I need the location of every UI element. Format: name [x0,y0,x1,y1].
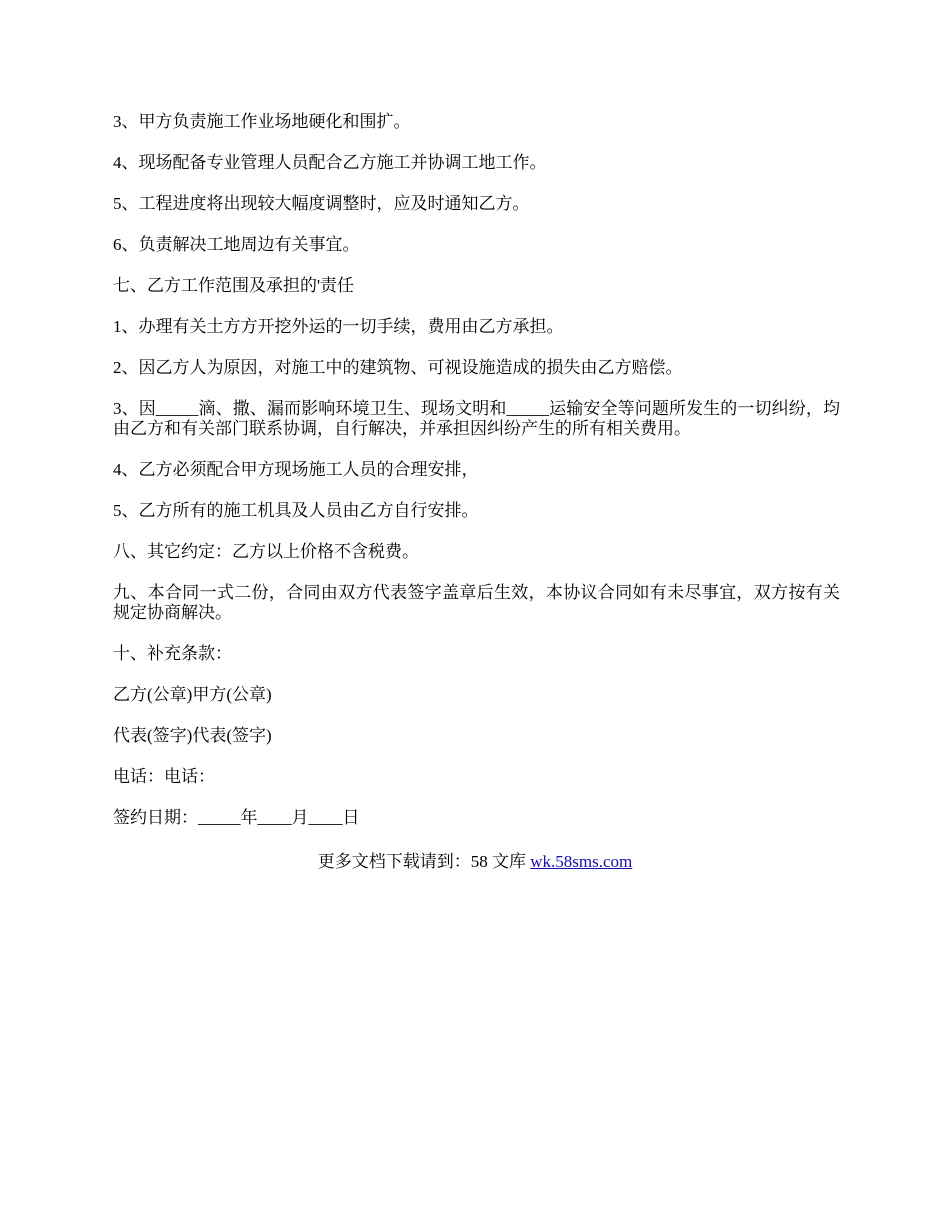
section-heading-7: 七、乙方工作范围及承担的'责任 [113,276,355,295]
paragraph-item-2-damages: 2、因乙方人为原因，对施工中的建筑物、可视设施造成的损失由乙方赔偿。 [113,358,683,377]
seal-line: 乙方(公章)甲方(公章) [113,685,272,704]
section-heading-10: 十、补充条款： [113,644,232,663]
section-heading-9: 九、本合同一式二份，合同由双方代表签字盖章后生效，本协议合同如有未尽事宜，双方按有关规定协商解决。 [113,583,840,622]
section-heading-8: 八、其它约定：乙方以上价格不含税费。 [113,542,419,561]
paragraph-item-5-schedule-notice: 5、工程进度将出现较大幅度调整时，应及时通知乙方。 [113,194,530,213]
document-body [113,112,840,849]
paragraph-item-6-surroundings: 6、负责解决工地周边有关事宜。 [113,235,360,254]
paragraph-item-3-disputes: 3、因_____滴、撒、漏而影响环境卫生、现场文明和_____运输安全等问题所发生的一切纠纷，均由乙方和有关部门联系协调，自行解决，并承担因纠纷产生的所有相关费用。 [113,399,840,438]
paragraph-item-4-site-management: 4、现场配备专业管理人员配合乙方施工并协调工地工作。 [113,153,547,172]
paragraph-item-1-procedures: 1、办理有关土方方开挖外运的一切手续，费用由乙方承担。 [113,317,564,336]
phone-line: 电话：电话： [113,767,215,786]
paragraph-item-4-cooperation: 4、乙方必须配合甲方现场施工人员的合理安排， [113,460,479,479]
signing-date-line: 签约日期：_____年____月____日 [113,808,360,827]
signature-line: 代表(签字)代表(签字) [113,726,272,745]
paragraph-item-3-site-hardening: 3、甲方负责施工作业场地硬化和围扩。 [113,112,411,131]
paragraph-item-5-equipment: 5、乙方所有的施工机具及人员由乙方自行安排。 [113,501,479,520]
download-footer [0,851,950,873]
footer-link[interactable]: wk.58sms.com [530,852,633,871]
footer-text: 更多文档下载请到：58 文库 [317,852,531,871]
